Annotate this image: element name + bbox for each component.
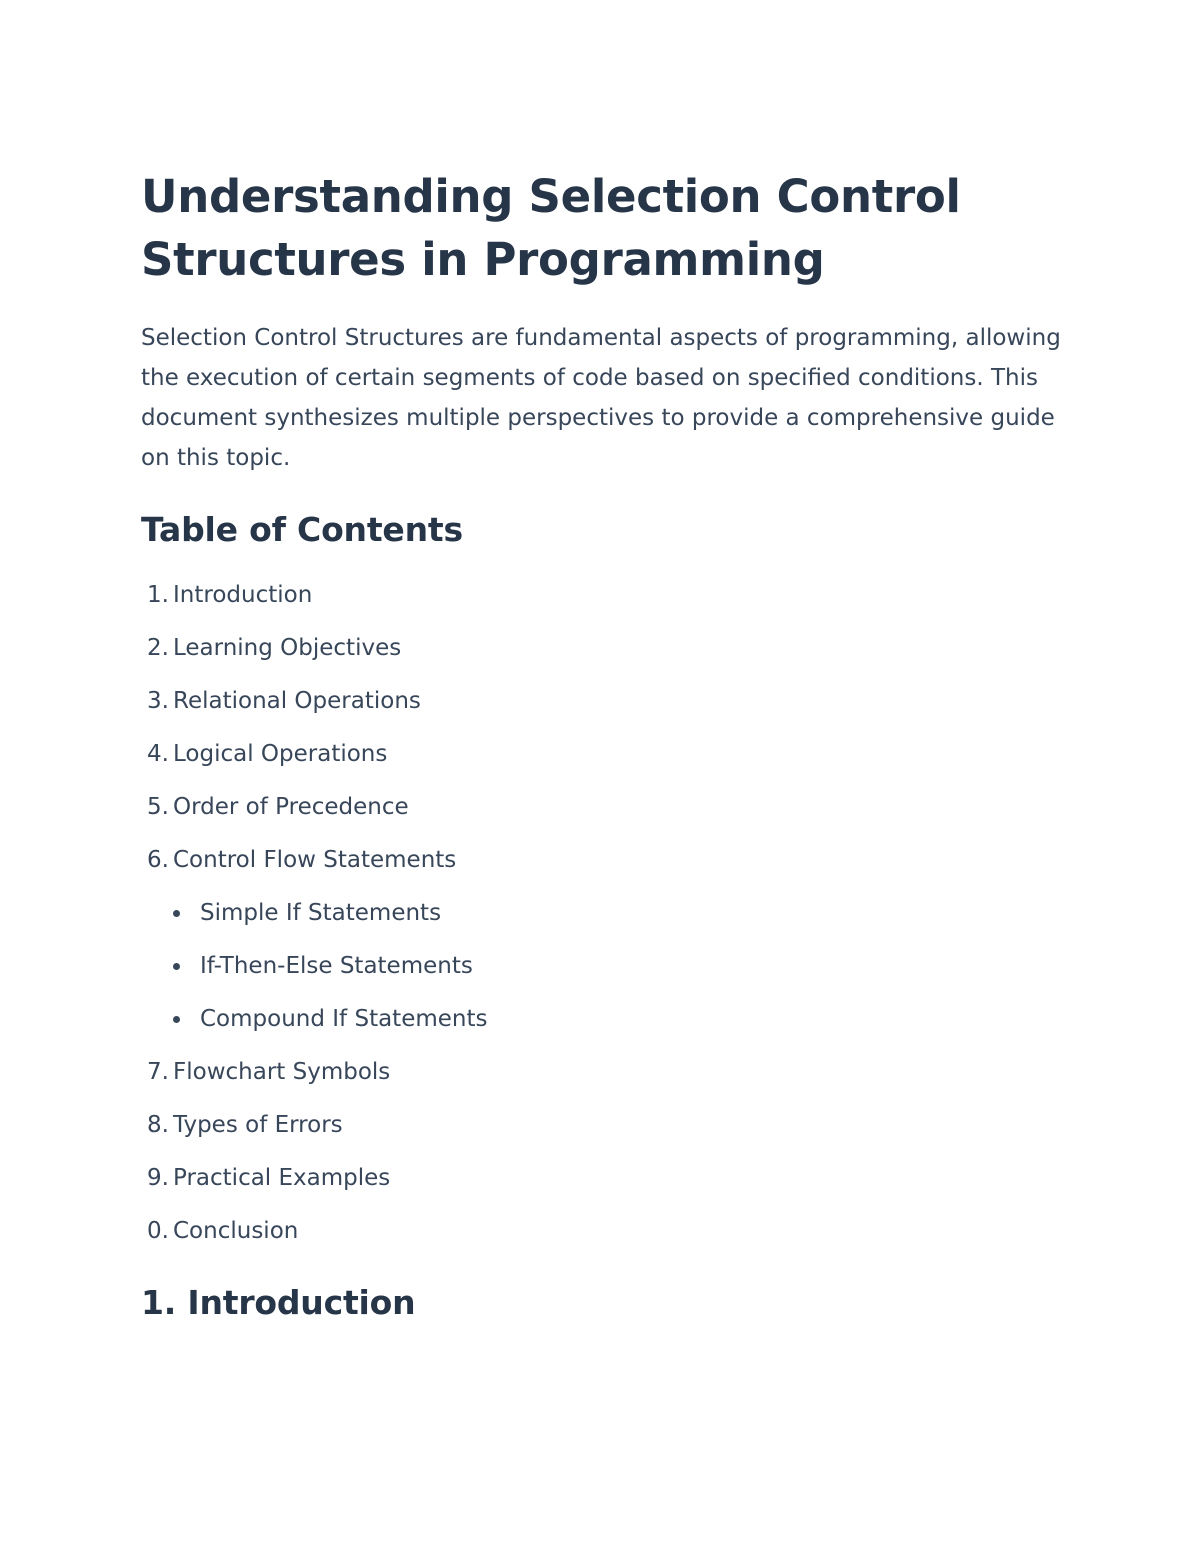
toc-item-control-flow-statements: [141, 834, 1061, 887]
toc-item-number: 4.: [147, 741, 169, 767]
toc-item-label: Learning Objectives: [173, 635, 402, 661]
table-of-contents: [141, 569, 1061, 1258]
toc-sub-item-label: If-Then-Else Statements: [200, 953, 473, 979]
toc-item-flowchart-symbols: [141, 1046, 1061, 1099]
toc-item-label: Types of Errors: [173, 1112, 343, 1138]
toc-sub-item-simple-if: [141, 887, 1061, 940]
toc-item-number: 8.: [147, 1112, 169, 1138]
toc-item-number: 1.: [147, 582, 169, 608]
toc-item-practical-examples: [141, 1152, 1061, 1205]
toc-item-learning-objectives: [141, 622, 1061, 675]
toc-item-number: 5.: [147, 794, 169, 820]
toc-item-label: Introduction: [173, 582, 313, 608]
toc-item-number: 2.: [147, 635, 169, 661]
bullet-icon: [173, 963, 180, 970]
toc-sub-item-compound-if: [141, 993, 1061, 1046]
toc-sub-item-label: Simple If Statements: [200, 900, 442, 926]
toc-heading: Table of Contents: [141, 510, 463, 549]
toc-sub-item-label: Compound If Statements: [200, 1006, 488, 1032]
toc-item-label: Practical Examples: [173, 1165, 391, 1191]
section-heading-introduction: 1. Introduction: [141, 1283, 416, 1322]
toc-item-number: 9.: [147, 1165, 169, 1191]
intro-paragraph: Selection Control Structures are fundamental aspects of programming, allowing the execution of certain segments of code based on specified conditions. This document synthesizes multiple perspectives to provide a comprehensive guide on this topic.: [141, 325, 1061, 471]
toc-item-label: Relational Operations: [173, 688, 421, 714]
toc-item-relational-operations: [141, 675, 1061, 728]
toc-item-label: Flowchart Symbols: [173, 1059, 391, 1085]
toc-item-label: Logical Operations: [173, 741, 388, 767]
toc-item-types-of-errors: [141, 1099, 1061, 1152]
toc-item-number: 6.: [147, 847, 169, 873]
toc-item-order-of-precedence: [141, 781, 1061, 834]
toc-item-conclusion: [141, 1205, 1061, 1258]
toc-item-number: 0.: [147, 1218, 169, 1244]
bullet-icon: [173, 1016, 180, 1023]
document-page: [141, 165, 1061, 1333]
toc-item-number: 7.: [147, 1059, 169, 1085]
toc-item-label: Conclusion: [173, 1218, 299, 1244]
toc-sub-item-if-then-else: [141, 940, 1061, 993]
document-title: Understanding Selection Control Structures in Programming: [141, 170, 961, 286]
toc-item-label: Control Flow Statements: [173, 847, 457, 873]
toc-item-number: 3.: [147, 688, 169, 714]
toc-item-introduction: [141, 569, 1061, 622]
toc-item-label: Order of Precedence: [173, 794, 409, 820]
toc-item-logical-operations: [141, 728, 1061, 781]
bullet-icon: [173, 910, 180, 917]
